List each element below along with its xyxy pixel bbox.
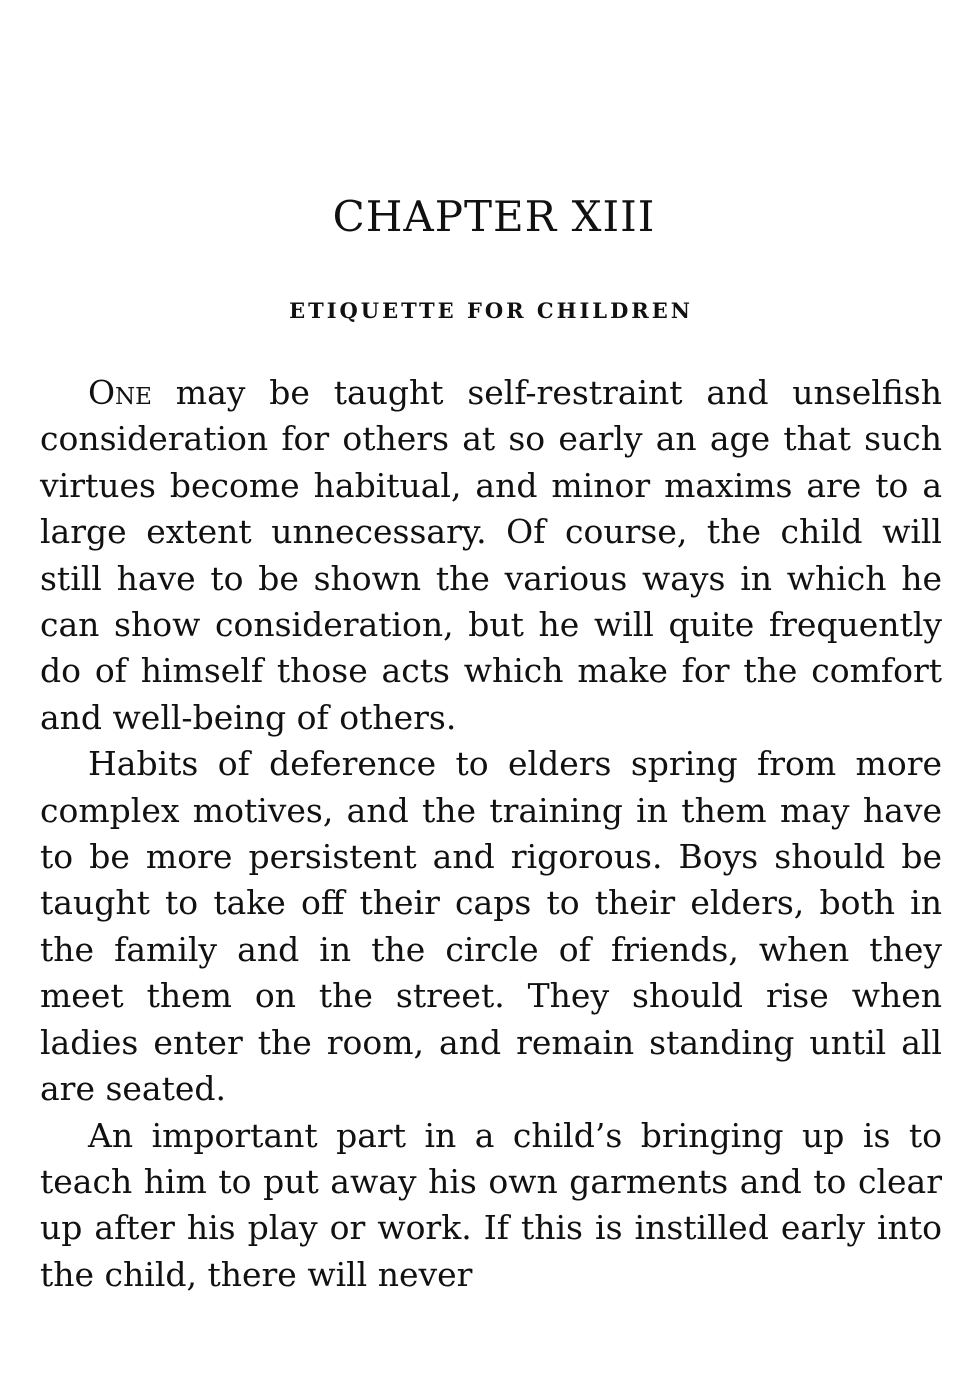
paragraph-1: [40, 370, 942, 741]
paragraph-1-text: may be taught self-restraint and unselfish consideration for others at so early an age that such virtues become habitual, and minor maxims are to a large extent unnecessary. Of course, the child will still have to be shown the various ways in which he can show consideration, but he will quite frequently do of himself those acts which make for the comfort and well-being of others.: [40, 373, 942, 737]
chapter-body: [40, 370, 942, 1298]
paragraph-2: Habits of deference to elders spring from more complex motives, and the training in them may have to be more persistent and rigorous. Boys should be taught to take off their caps to their elders, both in the family and in the circle of friends, when they meet them on the street. They should rise when ladies enter the room, and remain standing until all are seated.: [40, 744, 942, 1109]
paragraph-lead-word: One: [88, 373, 152, 412]
paragraph-3: An important part in a child’s bringing up is to teach him to put away his own garments and to clear up after his play or work. If this is instilled early into the child, there will never: [40, 1115, 942, 1294]
chapter-subtitle: ETIQUETTE FOR CHILDREN: [289, 298, 693, 323]
chapter-title: CHAPTER XIII: [332, 192, 656, 241]
